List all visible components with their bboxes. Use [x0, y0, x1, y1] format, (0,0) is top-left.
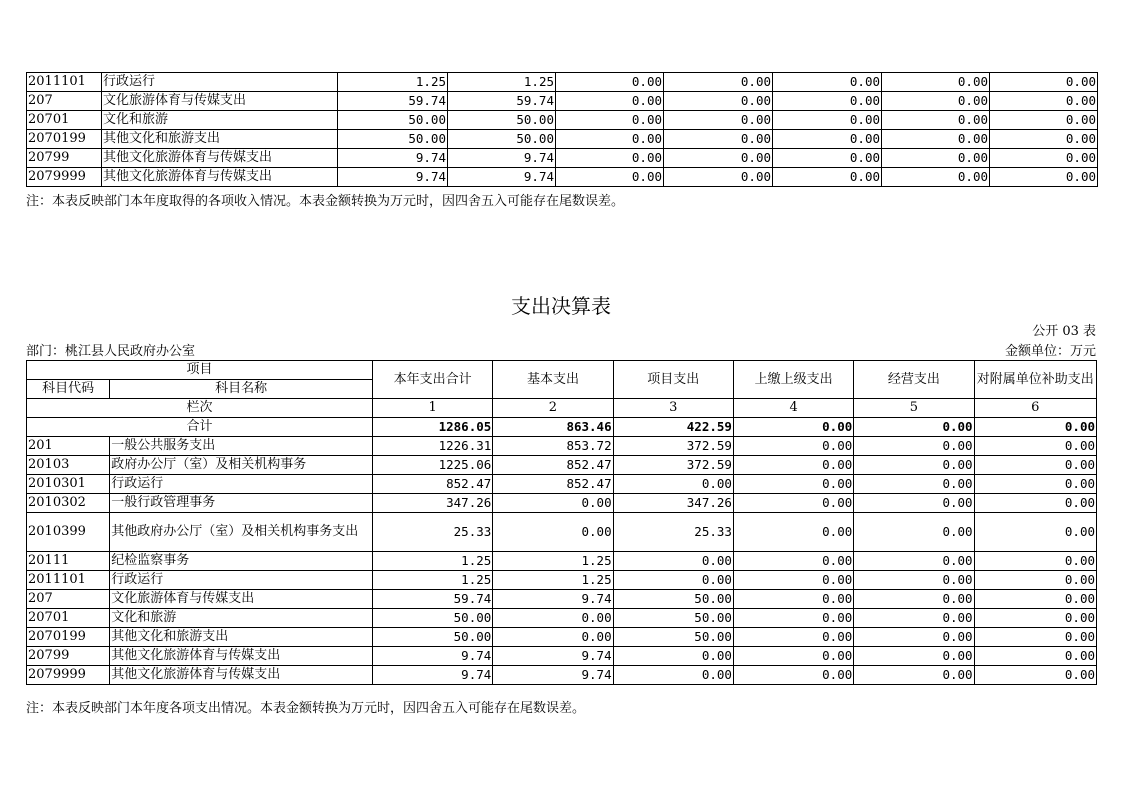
- col-index: 5: [854, 399, 974, 418]
- table-row: [27, 647, 1097, 666]
- amount-cell: 0.00: [854, 628, 974, 647]
- col-index: 6: [974, 399, 1096, 418]
- amount-cell: 0.00: [733, 456, 853, 475]
- amount-cell: 0.00: [664, 130, 773, 149]
- income-table-tail: [26, 72, 1098, 187]
- subject-name: 其他文化旅游体育与传媒支出: [102, 149, 338, 168]
- subject-code: 2010302: [27, 494, 110, 513]
- total-value: 863.46: [493, 418, 613, 437]
- amount-cell: 0.00: [664, 73, 773, 92]
- total-value: 0.00: [854, 418, 974, 437]
- amount-cell: 0.00: [493, 494, 613, 513]
- table-row: [27, 130, 1098, 149]
- amount-cell: 0.00: [974, 628, 1096, 647]
- subject-code: 2070199: [27, 130, 102, 149]
- amount-cell: 0.00: [882, 149, 990, 168]
- amount-cell: 0.00: [556, 111, 664, 130]
- amount-cell: 9.74: [493, 666, 613, 685]
- amount-cell: 50.00: [372, 609, 492, 628]
- subject-name: 其他文化旅游体育与传媒支出: [110, 647, 373, 666]
- table-row: [27, 590, 1097, 609]
- amount-cell: 1226.31: [372, 437, 492, 456]
- header-row-index: 栏次: [27, 399, 373, 418]
- subject-name: 文化和旅游: [110, 609, 373, 628]
- amount-cell: 9.74: [448, 149, 556, 168]
- amount-cell: 0.00: [974, 666, 1096, 685]
- amount-cell: 50.00: [448, 130, 556, 149]
- subject-code: 2079999: [27, 168, 102, 187]
- amount-cell: 0.00: [773, 168, 882, 187]
- amount-cell: 0.00: [556, 92, 664, 111]
- amount-cell: 372.59: [613, 437, 733, 456]
- amount-cell: 0.00: [664, 111, 773, 130]
- amount-cell: 0.00: [556, 149, 664, 168]
- subject-code: 207: [27, 590, 110, 609]
- total-value: 0.00: [733, 418, 853, 437]
- expense-note: 注：本表反映部门本年度各项支出情况。本表金额转换为万元时，因四舍五入可能存在尾数误差。: [26, 701, 586, 716]
- amount-cell: 0.00: [974, 437, 1096, 456]
- amount-cell: 0.00: [854, 513, 974, 552]
- amount-cell: 0.00: [854, 494, 974, 513]
- header-total: 本年支出合计: [372, 361, 492, 399]
- amount-cell: 0.00: [773, 111, 882, 130]
- amount-cell: 1.25: [372, 552, 492, 571]
- header-name: 科目名称: [110, 380, 373, 399]
- amount-cell: 1.25: [493, 552, 613, 571]
- unit-label: 金额单位：万元: [1004, 344, 1096, 359]
- subject-code: 2011101: [27, 571, 110, 590]
- amount-cell: 0.00: [854, 571, 974, 590]
- amount-cell: 0.00: [556, 73, 664, 92]
- col-index: 2: [493, 399, 613, 418]
- subject-name: 文化和旅游: [102, 111, 338, 130]
- amount-cell: 59.74: [338, 92, 448, 111]
- amount-cell: 0.00: [990, 92, 1098, 111]
- subject-code: 2010301: [27, 475, 110, 494]
- amount-cell: 50.00: [613, 590, 733, 609]
- amount-cell: 0.00: [733, 609, 853, 628]
- table-row: [27, 552, 1097, 571]
- amount-cell: 0.00: [882, 130, 990, 149]
- amount-cell: 0.00: [974, 456, 1096, 475]
- subject-code: 2010399: [27, 513, 110, 552]
- total-label: 合计: [27, 418, 373, 437]
- amount-cell: 0.00: [974, 494, 1096, 513]
- subject-name: 纪检监察事务: [110, 552, 373, 571]
- table-row: [27, 609, 1097, 628]
- subject-name: 文化旅游体育与传媒支出: [110, 590, 373, 609]
- amount-cell: 9.74: [372, 647, 492, 666]
- total-value: 0.00: [974, 418, 1096, 437]
- table-row: [27, 571, 1097, 590]
- amount-cell: 0.00: [882, 111, 990, 130]
- table-row: [27, 628, 1097, 647]
- subject-name: 其他文化旅游体育与传媒支出: [110, 666, 373, 685]
- amount-cell: 0.00: [733, 666, 853, 685]
- amount-cell: 0.00: [882, 168, 990, 187]
- amount-cell: 0.00: [556, 130, 664, 149]
- header-basic: 基本支出: [493, 361, 613, 399]
- table-row: [27, 494, 1097, 513]
- amount-cell: 59.74: [448, 92, 556, 111]
- amount-cell: 852.47: [493, 456, 613, 475]
- header-project: 项目支出: [613, 361, 733, 399]
- subject-name: 文化旅游体育与传媒支出: [102, 92, 338, 111]
- amount-cell: 0.00: [882, 92, 990, 111]
- amount-cell: 50.00: [338, 111, 448, 130]
- subject-name: 一般行政管理事务: [110, 494, 373, 513]
- amount-cell: 0.00: [854, 437, 974, 456]
- subject-name: 一般公共服务支出: [110, 437, 373, 456]
- subject-code: 20701: [27, 111, 102, 130]
- amount-cell: 0.00: [854, 666, 974, 685]
- amount-cell: 0.00: [733, 628, 853, 647]
- amount-cell: 0.00: [613, 475, 733, 494]
- amount-cell: 852.47: [493, 475, 613, 494]
- amount-cell: 50.00: [338, 130, 448, 149]
- amount-cell: 0.00: [854, 475, 974, 494]
- subject-code: 20111: [27, 552, 110, 571]
- table-row: [27, 111, 1098, 130]
- amount-cell: 0.00: [882, 73, 990, 92]
- amount-cell: 0.00: [773, 73, 882, 92]
- subject-code: 201: [27, 437, 110, 456]
- amount-cell: 0.00: [854, 609, 974, 628]
- amount-cell: 0.00: [664, 92, 773, 111]
- subject-code: 2011101: [27, 73, 102, 92]
- page-title: 支出决算表: [511, 294, 611, 318]
- amount-cell: 0.00: [974, 609, 1096, 628]
- header-upper: 上缴上级支出: [733, 361, 853, 399]
- amount-cell: 0.00: [974, 475, 1096, 494]
- amount-cell: 853.72: [493, 437, 613, 456]
- col-index: 3: [613, 399, 733, 418]
- amount-cell: 0.00: [613, 666, 733, 685]
- department-label: 部门：桃江县人民政府办公室: [26, 344, 196, 359]
- table-row: [27, 513, 1097, 552]
- amount-cell: 59.74: [372, 590, 492, 609]
- subject-name: 其他文化和旅游支出: [102, 130, 338, 149]
- table-row: [27, 168, 1098, 187]
- amount-cell: 0.00: [990, 111, 1098, 130]
- amount-cell: 372.59: [613, 456, 733, 475]
- header-business: 经营支出: [854, 361, 974, 399]
- header-subsidy: 对附属单位补助支出: [974, 361, 1096, 399]
- amount-cell: 347.26: [372, 494, 492, 513]
- table-row: [27, 456, 1097, 475]
- amount-cell: 0.00: [990, 168, 1098, 187]
- subject-code: 20701: [27, 609, 110, 628]
- subject-name: 其他文化旅游体育与传媒支出: [102, 168, 338, 187]
- amount-cell: 0.00: [854, 647, 974, 666]
- amount-cell: 0.00: [733, 494, 853, 513]
- amount-cell: 0.00: [974, 571, 1096, 590]
- amount-cell: 0.00: [613, 571, 733, 590]
- amount-cell: 9.74: [338, 168, 448, 187]
- table-row: [27, 437, 1097, 456]
- amount-cell: 0.00: [613, 552, 733, 571]
- amount-cell: 0.00: [974, 590, 1096, 609]
- amount-cell: 0.00: [974, 552, 1096, 571]
- amount-cell: 1225.06: [372, 456, 492, 475]
- amount-cell: 0.00: [773, 149, 882, 168]
- amount-cell: 25.33: [613, 513, 733, 552]
- amount-cell: 0.00: [773, 92, 882, 111]
- amount-cell: 852.47: [372, 475, 492, 494]
- amount-cell: 50.00: [613, 609, 733, 628]
- amount-cell: 0.00: [974, 647, 1096, 666]
- amount-cell: 9.74: [338, 149, 448, 168]
- table-row: [27, 149, 1098, 168]
- subject-name: 政府办公厅（室）及相关机构事务: [110, 456, 373, 475]
- amount-cell: 0.00: [974, 513, 1096, 552]
- amount-cell: 9.74: [372, 666, 492, 685]
- subject-name: 其他政府办公厅（室）及相关机构事务支出: [110, 513, 373, 552]
- subject-name: 行政运行: [102, 73, 338, 92]
- amount-cell: 0.00: [773, 130, 882, 149]
- amount-cell: 0.00: [493, 513, 613, 552]
- subject-code: 20799: [27, 647, 110, 666]
- amount-cell: 0.00: [854, 590, 974, 609]
- header-code: 科目代码: [27, 380, 110, 399]
- total-value: 422.59: [613, 418, 733, 437]
- amount-cell: 0.00: [733, 513, 853, 552]
- amount-cell: 9.74: [493, 647, 613, 666]
- amount-cell: 0.00: [664, 168, 773, 187]
- amount-cell: 0.00: [733, 571, 853, 590]
- amount-cell: 9.74: [493, 590, 613, 609]
- subject-name: 行政运行: [110, 571, 373, 590]
- form-number: 公开 03 表: [1032, 324, 1096, 339]
- amount-cell: 1.25: [372, 571, 492, 590]
- amount-cell: 0.00: [733, 590, 853, 609]
- total-row: [27, 418, 1097, 437]
- amount-cell: 0.00: [990, 130, 1098, 149]
- subject-name: 其他文化和旅游支出: [110, 628, 373, 647]
- col-index: 1: [372, 399, 492, 418]
- subject-code: 20799: [27, 149, 102, 168]
- amount-cell: 0.00: [990, 73, 1098, 92]
- amount-cell: 0.00: [854, 456, 974, 475]
- amount-cell: 0.00: [664, 149, 773, 168]
- amount-cell: 0.00: [733, 475, 853, 494]
- subject-code: 20103: [27, 456, 110, 475]
- amount-cell: 1.25: [493, 571, 613, 590]
- amount-cell: 0.00: [733, 647, 853, 666]
- amount-cell: 1.25: [448, 73, 556, 92]
- subject-code: 2079999: [27, 666, 110, 685]
- table-row: [27, 475, 1097, 494]
- amount-cell: 0.00: [613, 647, 733, 666]
- amount-cell: 347.26: [613, 494, 733, 513]
- amount-cell: 0.00: [556, 168, 664, 187]
- amount-cell: 25.33: [372, 513, 492, 552]
- subject-name: 行政运行: [110, 475, 373, 494]
- amount-cell: 9.74: [448, 168, 556, 187]
- table-row: [27, 73, 1098, 92]
- amount-cell: 0.00: [493, 609, 613, 628]
- col-index: 4: [733, 399, 853, 418]
- amount-cell: 0.00: [990, 149, 1098, 168]
- amount-cell: 50.00: [372, 628, 492, 647]
- amount-cell: 0.00: [854, 552, 974, 571]
- table-row: [27, 666, 1097, 685]
- expense-table: [26, 360, 1097, 685]
- amount-cell: 0.00: [493, 628, 613, 647]
- total-value: 1286.05: [372, 418, 492, 437]
- amount-cell: 0.00: [733, 552, 853, 571]
- amount-cell: 50.00: [448, 111, 556, 130]
- subject-code: 207: [27, 92, 102, 111]
- header-item: 项目: [27, 361, 373, 380]
- amount-cell: 1.25: [338, 73, 448, 92]
- table-row: [27, 92, 1098, 111]
- amount-cell: 0.00: [733, 437, 853, 456]
- subject-code: 2070199: [27, 628, 110, 647]
- income-note: 注：本表反映部门本年度取得的各项收入情况。本表金额转换为万元时，因四舍五入可能存在尾数误差。: [26, 194, 625, 209]
- amount-cell: 50.00: [613, 628, 733, 647]
